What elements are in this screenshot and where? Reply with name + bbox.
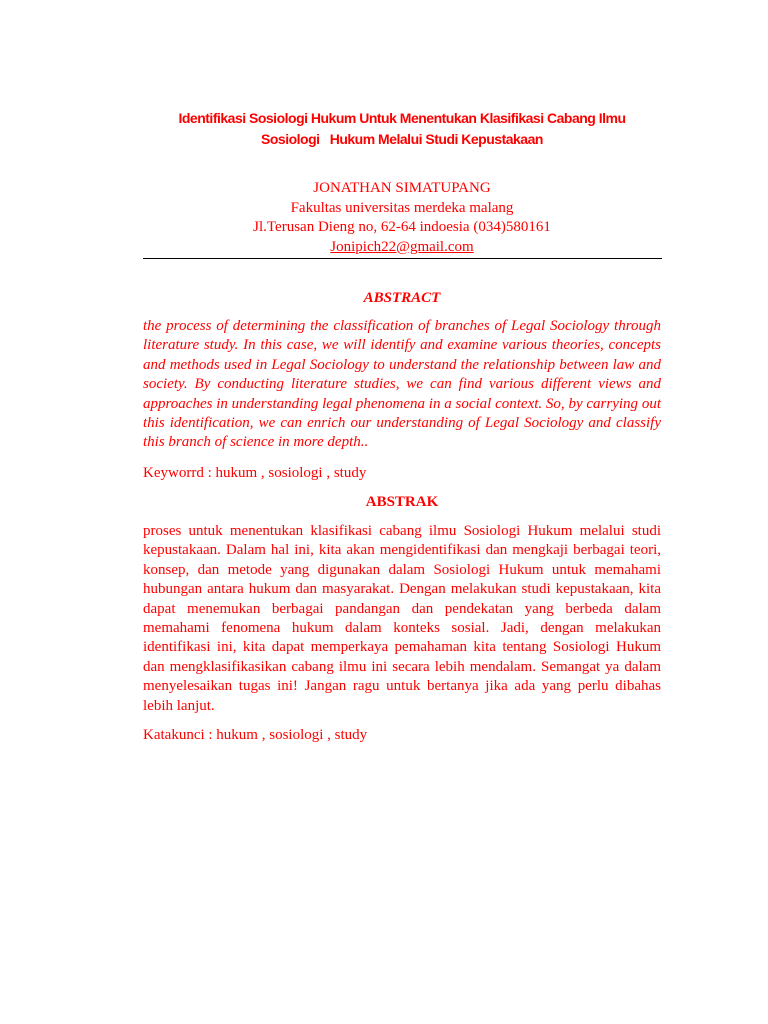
author-affiliation: Fakultas universitas merdeka malang	[290, 199, 514, 216]
author-email-link[interactable]: Jonipich22@gmail.com	[330, 238, 474, 255]
keywords-english: Keyworrd : hukum , sosiologi , study	[143, 465, 367, 481]
author-address: Jl.Terusan Dieng no, 62-64 indoesia (034)580161	[253, 219, 551, 235]
author-block	[143, 179, 661, 257]
header-divider	[143, 258, 662, 259]
abstrak-heading: ABSTRAK	[365, 494, 439, 510]
keywords-indonesian: Katakunci : hukum , sosiologi , study	[143, 727, 368, 743]
paper-title-line-1: Identifikasi Sosiologi Hukum Untuk Menentukan Klasifikasi Cabang Ilmu	[178, 110, 626, 126]
abstract-text: the process of determining the classification of branches of Legal Sociology through literature study. In this case, we will identify and examine various theories, concepts and methods used in Legal Sociology to understand the relationship between law and society. By conducting literature studies, we can find various different views and approaches in understanding legal phenomena in a social context. So, by carrying out this identification, we can enrich our understanding of Legal Sociology and classify this branch of science in more depth..	[143, 318, 661, 451]
author-name: JONATHAN SIMATUPANG	[313, 180, 491, 196]
paper-title	[143, 108, 661, 150]
abstract-heading: ABSTRACT	[363, 290, 441, 306]
abstrak-text: proses untuk menentukan klasifikasi cabang ilmu Sosiologi Hukum melalui studi kepustakaan. Dalam hal ini, kita akan mengidentifikasi dan mengkaji berbagai teori, konsep, dan metode yang digunakan dalam Sosiologi Hukum untuk memahami hubungan antara hukum dan masyarakat. Dengan melakukan studi kepustakaan, kita dapat menemukan berbagai pandangan dan pendekatan yang berbeda dalam memahami fenomena hukum dalam konteks sosial. Jadi, dengan melakukan identifikasi ini, kita dapat memperkaya pemahaman kita tentang Sosiologi Hukum dan mengklasifikasikan cabang ilmu ini secara lebih mendalam. Semangat ya dalam menyelesaikan tugas ini! Jangan ragu untuk bertanya jika ada yang perlu dibahas lebih lanjut.	[143, 523, 661, 714]
paper-title-line-2: Sosiologi Hukum Melalui Studi Kepustakaan	[261, 131, 543, 147]
